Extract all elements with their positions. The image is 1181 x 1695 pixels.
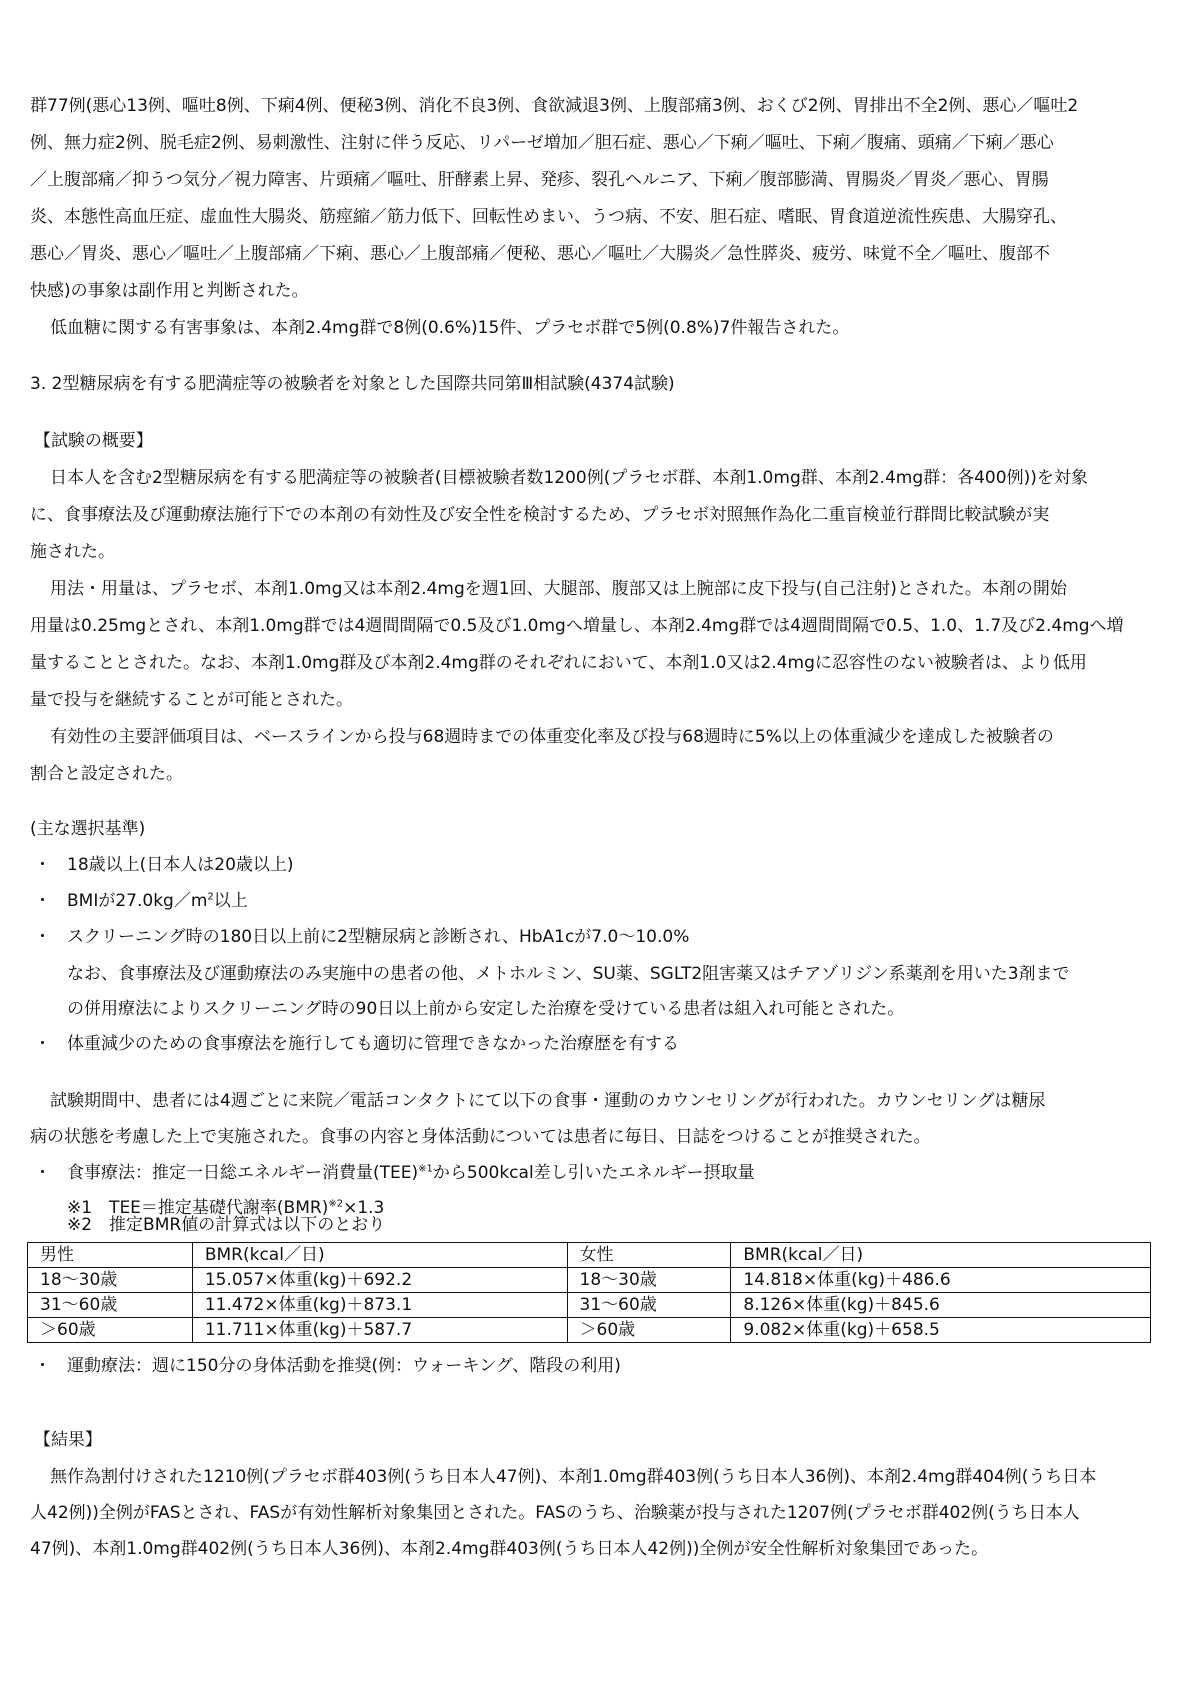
text-line: 割合と設定された。 bbox=[30, 764, 183, 784]
text-line: 無作為割付けされた1210例(プラセボ群403例(うち日本人47例)、本剤1.0mg群403例(うち日本人36例)、本剤2.4mg群404例(うち日本 bbox=[50, 1467, 1097, 1487]
text-line: 日本人を含む2型糖尿病を有する肥満症等の被験者(目標被験者数1200例(プラセボ群、本剤1.0mg群、本剤2.4mg群：各400例))を対象 bbox=[50, 468, 1088, 488]
text-line: 量で投与を継続することが可能とされた。 bbox=[30, 690, 353, 710]
text-line: 悪心／胃炎、悪心／嘔吐／上腹部痛／下痢、悪心／上腹部痛／便秘、悪心／嘔吐／大腸炎／急性膵炎、疲労、味覚不全／嘔吐、腹部不 bbox=[30, 244, 1050, 264]
overview-heading: 【試験の概要】 bbox=[34, 431, 153, 451]
exercise-item: 運動療法：週に150分の身体活動を推奨(例：ウォーキング、階段の利用) bbox=[67, 1356, 621, 1376]
table-cell: 15.057×体重(kg)＋692.2 bbox=[192, 1268, 567, 1293]
text-line: 人42例))全例がFASとされ、FASが有効性解析対象集団とされた。FASのうち、治験薬が投与された1207例(プラセボ群402例(うち日本人 bbox=[30, 1503, 1080, 1523]
table-cell: 11.711×体重(kg)＋587.7 bbox=[192, 1318, 567, 1343]
hypoglycemia-text: 低血糖に関する有害事象は、本剤2.4mg群で8例(0.6%)15件、プラセボ群で5例(0.8%)7件報告された。 bbox=[50, 318, 850, 338]
criteria-item bbox=[67, 883, 1152, 920]
table-header-row bbox=[28, 1243, 1151, 1268]
bullet: ・ bbox=[34, 1163, 51, 1183]
criteria-heading: (主な選択基準) bbox=[30, 819, 146, 839]
text-line: ／上腹部痛／抑うつ気分／視力障害、片頭痛／嘔吐、肝酵素上昇、発疹、裂孔ヘルニア、下痢／腹部膨満、胃腸炎／胃炎／悪心、胃腸 bbox=[30, 170, 1049, 190]
diet-text: 食事療法：推定一日総エネルギー消費量(TEE) bbox=[67, 1163, 419, 1183]
bullet: ・ bbox=[34, 927, 51, 947]
text-line: 量することとされた。なお、本剤1.0mg群及び本剤2.4mg群のそれぞれにおいて、本剤1.0又は2.4mgに忍容性のない被験者は、より低用 bbox=[30, 653, 1087, 673]
table-cell: 14.818×体重(kg)＋486.6 bbox=[731, 1268, 1151, 1293]
superscript: 2 bbox=[207, 891, 214, 903]
text-line: 炎、本態性高血圧症、虚血性大腸炎、筋痙縮／筋力低下、回転性めまい、うつ病、不安、胆石症、嗜眠、胃食道逆流性疾患、大腸穿孔、 bbox=[30, 207, 1067, 227]
text-line: 群77例(悪心13例、嘔吐8例、下痢4例、便秘3例、消化不良3例、食欲減退3例、上腹部痛3例、おくび2例、胃排出不全2例、悪心／嘔吐2 bbox=[30, 96, 1079, 116]
header-cell: 女性 bbox=[567, 1243, 731, 1268]
table-cell: 31～60歳 bbox=[567, 1293, 731, 1318]
table-cell: ＞60歳 bbox=[567, 1318, 731, 1343]
header-cell: BMR(kcal／日) bbox=[192, 1243, 567, 1268]
table-cell: 31～60歳 bbox=[28, 1293, 193, 1318]
criteria-text: 以上 bbox=[213, 891, 248, 911]
table-cell: 18～30歳 bbox=[567, 1268, 731, 1293]
criteria-item: 18歳以上(日本人は20歳以上) bbox=[67, 855, 294, 875]
table-cell: 11.472×体重(kg)＋873.1 bbox=[192, 1293, 567, 1318]
text-line: 有効性の主要評価項目は、ベースラインから投与68週時までの体重変化率及び投与68週時に5%以上の体重減少を達成した被験者の bbox=[50, 727, 1054, 747]
bmr-table bbox=[27, 1242, 1151, 1343]
text-line: 病の状態を考慮した上で実施された。食事の内容と身体活動については患者に毎日、日誌をつけることが推奨された。 bbox=[30, 1127, 931, 1147]
note-text: ×1.3 bbox=[343, 1198, 385, 1218]
criteria-note: の併用療法によりスクリーニング時の90日以上前から安定した治療を受けている患者は組入れ可能とされた。 bbox=[67, 999, 905, 1019]
text-line: 用法・用量は、プラセボ、本剤1.0mg又は本剤2.4mgを週1回、大腿部、腹部又は上腕部に皮下投与(自己注射)とされた。本剤の開始 bbox=[50, 579, 1067, 599]
text-line: 施された。 bbox=[30, 542, 115, 562]
superscript: ※2 bbox=[328, 1198, 344, 1210]
text-line: 試験期間中、患者には4週ごとに来院／電話コンタクトにて以下の食事・運動のカウンセリングが行われた。カウンセリングは糖尿 bbox=[50, 1091, 1046, 1111]
header-cell: 男性 bbox=[28, 1243, 193, 1268]
table-row bbox=[28, 1268, 1151, 1293]
diet-note: ※2 推定BMR値の計算式は以下のとおり bbox=[67, 1215, 386, 1235]
criteria-item: 体重減少のための食事療法を施行しても適切に管理できなかった治療歴を有する bbox=[67, 1034, 679, 1054]
text-line: 用量は0.25mgとされ、本剤1.0mg群では4週間間隔で0.5及び1.0mgへ増量し、本剤2.4mg群では4週間間隔で0.5、1.0、1.7及び2.4mgへ増 bbox=[30, 616, 1124, 636]
bullet: ・ bbox=[34, 1034, 51, 1054]
table-cell: 18～30歳 bbox=[28, 1268, 193, 1293]
bullet: ・ bbox=[34, 855, 51, 875]
bullet: ・ bbox=[34, 1356, 51, 1376]
bullet: ・ bbox=[34, 891, 51, 911]
table-cell: 9.082×体重(kg)＋658.5 bbox=[731, 1318, 1151, 1343]
table-cell: 8.126×体重(kg)＋845.6 bbox=[731, 1293, 1151, 1318]
criteria-text: BMIが27.0kg／m bbox=[67, 891, 208, 911]
text-line: に、食事療法及び運動療法施行下での本剤の有効性及び安全性を検討するため、プラセボ対照無作為化二重盲検並行群間比較試験が実 bbox=[30, 505, 1050, 525]
table-row bbox=[28, 1293, 1151, 1318]
results-heading: 【結果】 bbox=[34, 1430, 102, 1450]
header-cell: BMR(kcal／日) bbox=[731, 1243, 1151, 1268]
text-line: 47例)、本剤1.0mg群402例(うち日本人36例)、本剤2.4mg群403例(うち日本人42例))全例が安全性解析対象集団であった。 bbox=[30, 1539, 989, 1559]
superscript: ※1 bbox=[418, 1163, 433, 1175]
text-line: 例、無力症2例、脱毛症2例、易刺激性、注射に伴う反応、リパーゼ増加／胆石症、悪心／下痢／嘔吐、下痢／腹痛、頭痛／下痢／悪心 bbox=[30, 133, 1054, 153]
diet-text: から500kcal差し引いたエネルギー摂取量 bbox=[432, 1163, 755, 1183]
text-line: 快感)の事象は副作用と判断された。 bbox=[30, 281, 309, 301]
criteria-note: なお、食事療法及び運動療法のみ実施中の患者の他、メトホルミン、SU薬、SGLT2阻害薬又はチアゾリジン系薬剤を用いた3剤まで bbox=[67, 964, 1070, 984]
table-row bbox=[28, 1318, 1151, 1343]
criteria-item: スクリーニング時の180日以上前に2型糖尿病と診断され、HbA1cが7.0～10.0% bbox=[67, 927, 690, 947]
section-heading: 3. 2型糖尿病を有する肥満症等の被験者を対象とした国際共同第Ⅲ相試験(4374試験) bbox=[30, 374, 675, 394]
table-cell: ＞60歳 bbox=[28, 1318, 193, 1343]
diet-item bbox=[67, 1155, 1152, 1192]
note-text: ※1 TEE＝推定基礎代謝率(BMR) bbox=[67, 1198, 329, 1218]
